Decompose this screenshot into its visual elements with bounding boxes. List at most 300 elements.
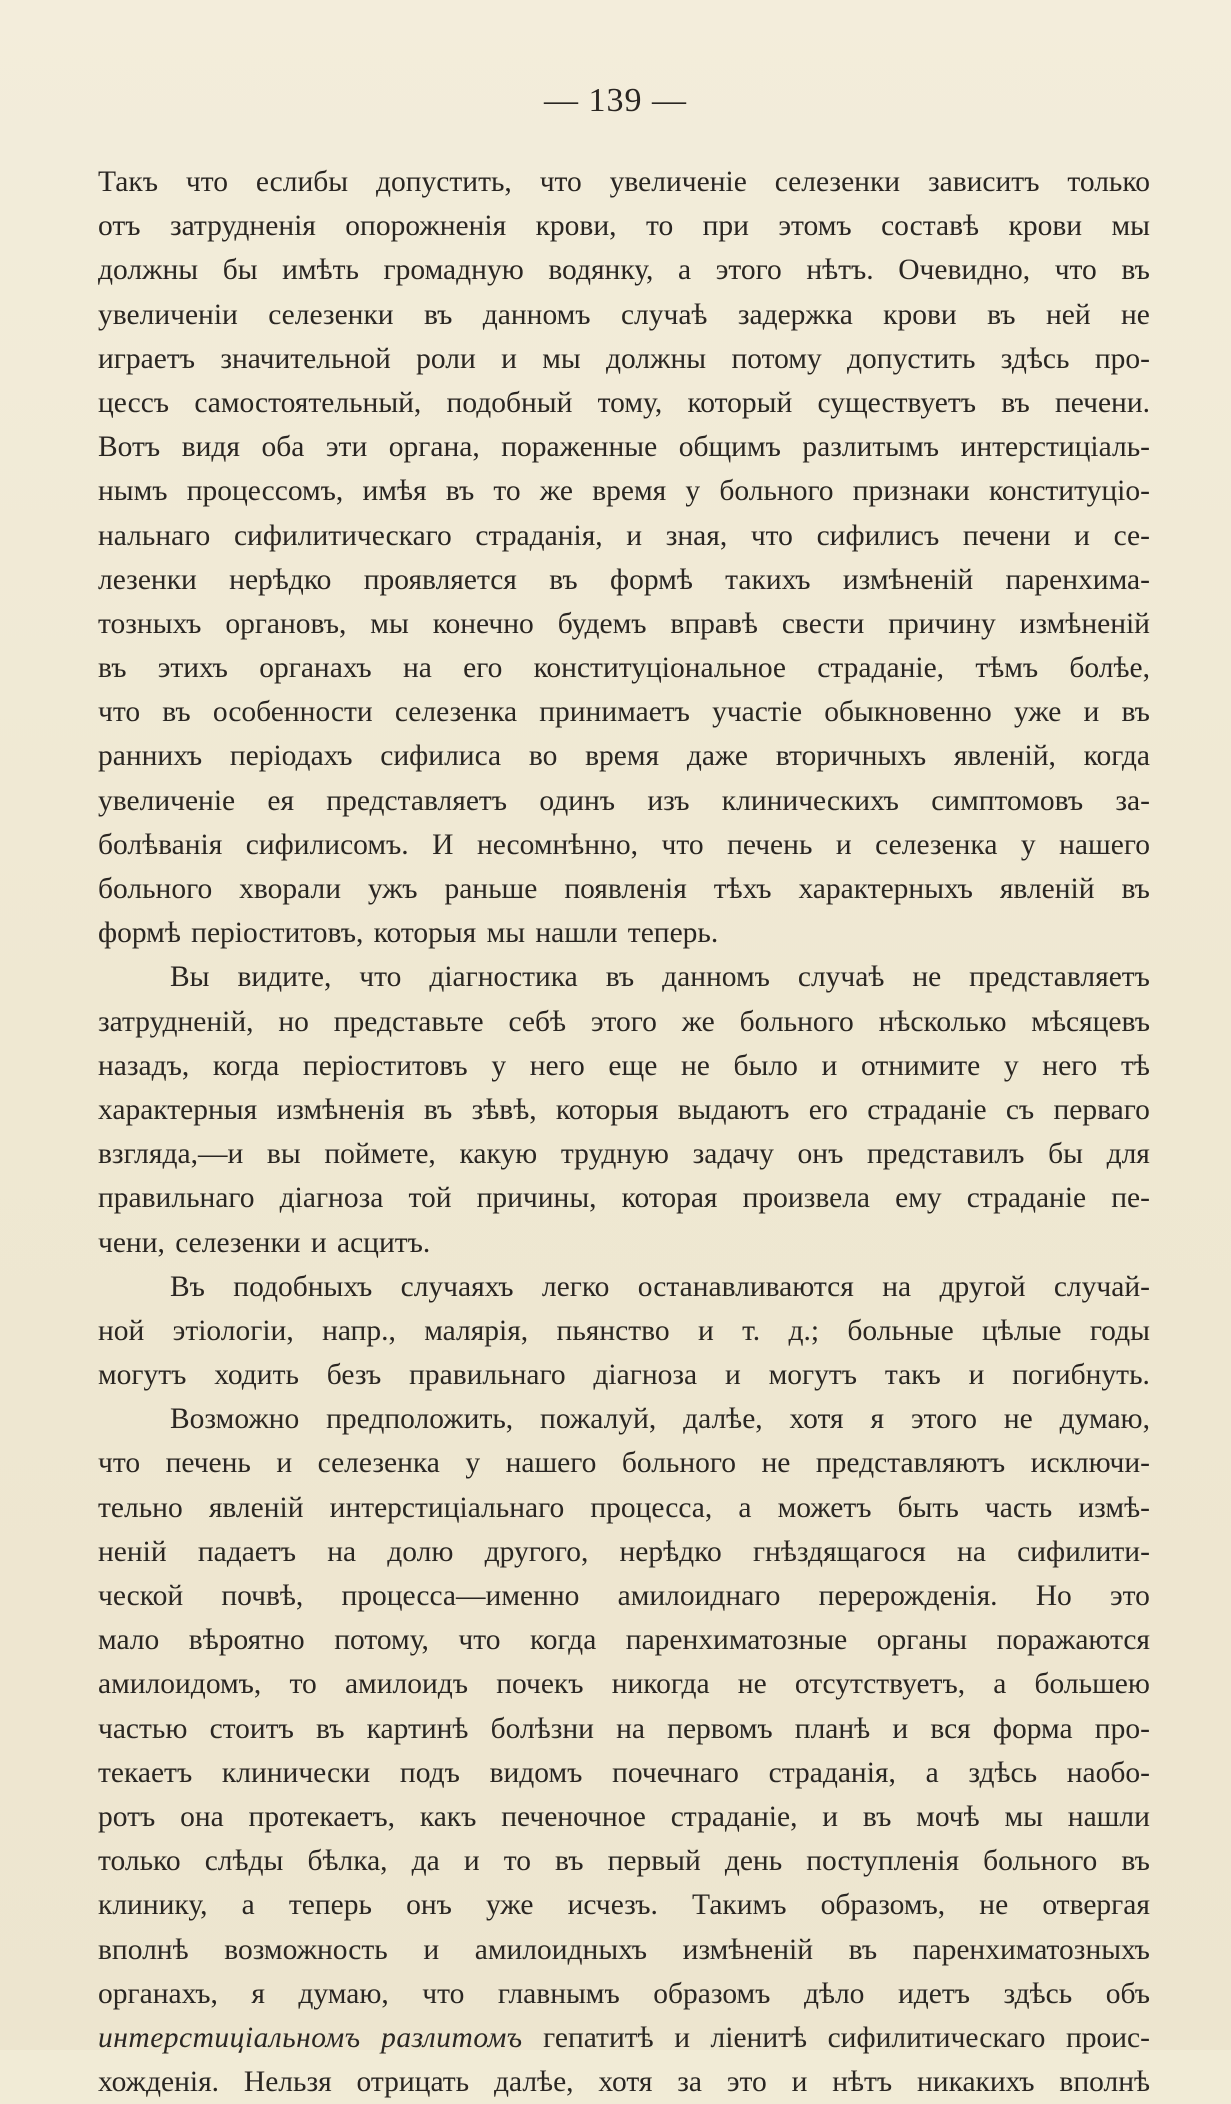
text-line	[98, 1353, 1150, 1397]
word: явленiй	[208, 1491, 304, 1524]
word: печень	[165, 1447, 251, 1480]
word: страданiя,	[475, 519, 603, 552]
word: появленiя	[564, 873, 687, 905]
word: тельно	[98, 1491, 183, 1524]
word: которыя	[373, 917, 477, 950]
word: я	[870, 1403, 885, 1436]
word: измѣненiй	[1019, 607, 1150, 640]
word: про-	[1094, 342, 1150, 375]
word: болѣе,	[1069, 652, 1150, 685]
word: сифилити-	[1017, 1535, 1150, 1568]
word: него	[1042, 1049, 1098, 1082]
word: страданiя,	[768, 1756, 896, 1789]
word: селезенки	[175, 1226, 301, 1259]
page-number: — 139 —	[544, 82, 687, 119]
word: него	[529, 1049, 585, 1082]
word: уже	[1013, 696, 1062, 729]
word: выдаютъ	[677, 1093, 790, 1126]
word: да	[411, 1845, 440, 1878]
word: подобный	[446, 386, 573, 419]
word: поймете,	[324, 1138, 436, 1171]
word: что	[98, 696, 141, 729]
word: было	[733, 1049, 798, 1082]
word: болѣванiя	[98, 828, 223, 861]
word: часть	[984, 1491, 1053, 1524]
word: перваго	[1053, 1093, 1150, 1126]
word: печени	[962, 519, 1051, 552]
word: и	[697, 1314, 714, 1347]
word: образомъ	[653, 1977, 771, 2010]
word: такихъ	[725, 563, 811, 596]
word: органахъ	[259, 652, 372, 685]
word: видя	[181, 431, 240, 464]
word: не	[1120, 298, 1150, 331]
text-line	[98, 1309, 1150, 1353]
word: разлитомъ	[381, 2021, 523, 2054]
word: только	[1067, 166, 1150, 198]
word: у	[685, 475, 701, 508]
word: на	[957, 1535, 986, 1568]
word: такъ	[884, 1359, 941, 1392]
word: бѣлка,	[307, 1845, 388, 1878]
word: д.;	[788, 1314, 820, 1347]
word: перерожденiя.	[818, 1580, 998, 1612]
word: мы	[1004, 1800, 1043, 1833]
word: раннихъ	[98, 740, 203, 773]
word: конечно	[432, 607, 534, 640]
word: вѣроятно	[188, 1624, 305, 1657]
text-line	[98, 646, 1150, 690]
word: вполнѣ	[98, 1933, 189, 1966]
word: а	[241, 1889, 255, 1922]
word: эти	[325, 431, 368, 464]
word: форма	[992, 1712, 1073, 1745]
word: конституцiо-	[988, 475, 1150, 508]
word: это	[726, 2066, 767, 2099]
word: больного	[739, 1005, 854, 1038]
word: и	[276, 1447, 293, 1480]
word: безъ	[326, 1359, 382, 1392]
word: проявляется	[363, 563, 517, 596]
word: амилоидъ	[344, 1668, 469, 1701]
word: и	[821, 1049, 838, 1082]
word: отнимите	[860, 1049, 981, 1082]
word: больного	[983, 1845, 1098, 1878]
word: вы	[266, 1138, 301, 1171]
word: увеличенiи	[98, 298, 238, 331]
word: мы	[542, 342, 581, 375]
word: правильнаго	[98, 1182, 255, 1215]
word: асцитъ.	[337, 1226, 431, 1259]
word: ной	[98, 1314, 145, 1347]
word: а	[925, 1756, 939, 1789]
word: нерѣдко	[229, 563, 332, 596]
word: селезенка	[317, 1447, 440, 1480]
word: что	[458, 1624, 501, 1657]
word: другого,	[484, 1535, 589, 1568]
word: дiагноза	[593, 1359, 698, 1392]
word: допустить	[847, 342, 976, 375]
word: главнымъ	[497, 1977, 620, 2010]
word: Вотъ	[98, 431, 161, 464]
word: трудную	[560, 1138, 669, 1171]
word: этого	[590, 1005, 657, 1038]
word: исключи-	[1030, 1447, 1150, 1480]
word: этого	[715, 254, 782, 287]
word: протекаетъ,	[248, 1800, 396, 1833]
word: больного	[98, 873, 213, 905]
word: органахъ,	[98, 1977, 218, 2010]
word: въ	[1001, 386, 1030, 419]
text-line	[98, 1044, 1150, 1088]
word: симптомовъ	[931, 784, 1084, 817]
word: случаѣ	[797, 961, 885, 994]
text-line	[98, 1088, 1150, 1132]
word: должны	[606, 342, 707, 375]
word: самостоятельный,	[194, 386, 422, 419]
word: нашего	[505, 1447, 597, 1480]
word: день	[724, 1845, 783, 1878]
word: явленiй,	[953, 740, 1056, 773]
word: не	[979, 1889, 1009, 1922]
word: интерстицiальномъ	[98, 2021, 361, 2054]
word: паренхиматозные	[625, 1624, 848, 1657]
word: исчезъ.	[567, 1889, 658, 1922]
word: погибнуть.	[1012, 1359, 1150, 1392]
word: первомъ	[667, 1712, 773, 1745]
word: какую	[459, 1138, 538, 1171]
text-line	[98, 1265, 1150, 1309]
word: въ	[862, 1800, 892, 1833]
word: селезенка	[394, 696, 518, 729]
word: его	[463, 652, 503, 685]
word: произвела	[742, 1182, 871, 1215]
word: теперь	[288, 1889, 372, 1922]
text-line	[98, 293, 1150, 337]
word: общимъ	[678, 431, 781, 464]
word: одинъ	[539, 784, 616, 817]
word: хворали	[239, 873, 341, 905]
word: зная,	[665, 519, 728, 552]
word: возможность	[224, 1933, 388, 1966]
text-line	[98, 1751, 1150, 1795]
word: не	[1003, 1403, 1033, 1436]
word: въ	[605, 961, 635, 994]
word: время	[592, 475, 667, 508]
text-line	[98, 1574, 1150, 1618]
word: проис-	[1065, 2021, 1150, 2054]
word: представьте	[333, 1005, 484, 1038]
word: какъ	[419, 1800, 477, 1833]
text-line	[98, 514, 1150, 558]
word: дѣло	[803, 1977, 865, 2010]
text-line	[98, 911, 1150, 955]
word: значительной	[220, 342, 391, 375]
word: нѣтъ.	[806, 254, 874, 287]
word: Такъ	[98, 166, 158, 198]
word: потому	[731, 342, 822, 375]
word: процесса—именно	[341, 1580, 580, 1612]
word: малярiя,	[424, 1314, 529, 1347]
word: признаки	[852, 475, 970, 508]
text-line	[98, 160, 1150, 204]
word: измѣненiя	[276, 1093, 405, 1126]
word: на	[327, 1535, 357, 1568]
word: въ	[848, 1933, 878, 1966]
word: который	[687, 386, 793, 419]
word: вся	[930, 1712, 971, 1745]
word: видомъ	[489, 1756, 583, 1789]
word: И	[432, 828, 454, 861]
text-line	[98, 248, 1150, 292]
word: амилоиднаго	[617, 1580, 781, 1612]
word: лезенки	[98, 563, 197, 596]
word: селезенки	[268, 298, 394, 331]
word: причины,	[476, 1182, 597, 1215]
word: могутъ	[768, 1359, 857, 1392]
text-line	[98, 1441, 1150, 1485]
word: перiодахъ	[229, 740, 353, 773]
word: составѣ	[881, 210, 980, 243]
text-line	[98, 2060, 1150, 2104]
word: быть	[897, 1491, 959, 1524]
word: далѣе,	[683, 1403, 763, 1436]
word: въ	[162, 696, 191, 729]
word: Въ	[170, 1270, 205, 1303]
word: время	[585, 740, 660, 773]
word: мы	[1111, 210, 1150, 243]
word: задержка	[737, 298, 853, 331]
word: сифилиса	[380, 740, 502, 773]
word: увеличенiе	[609, 166, 747, 198]
word: а	[738, 1491, 752, 1524]
word: этихъ	[157, 652, 228, 685]
text-line	[98, 337, 1150, 381]
word: имѣя	[362, 475, 427, 508]
word: зѣвѣ,	[471, 1093, 537, 1126]
word: ротъ	[98, 1800, 156, 1833]
word: хотя	[789, 1403, 844, 1436]
word: дiагностика	[429, 961, 578, 994]
word: данномъ	[662, 961, 770, 994]
word: за	[677, 2066, 703, 2099]
word: больного	[719, 475, 834, 508]
word: клинически	[221, 1756, 371, 1789]
text-line	[98, 690, 1150, 734]
word: чени,	[98, 1226, 165, 1259]
word: даже	[686, 740, 749, 773]
word: характерныхъ	[798, 873, 973, 905]
word: этомъ	[778, 210, 852, 243]
word: крови	[1008, 210, 1083, 243]
word: печень	[727, 828, 813, 861]
text-line	[98, 1000, 1150, 1044]
text-line	[98, 602, 1150, 646]
word: паренхима-	[1005, 563, 1150, 596]
word: этiологiи,	[172, 1314, 294, 1347]
word: съ	[1005, 1093, 1035, 1126]
text-line	[98, 1883, 1150, 1927]
word: же	[681, 1005, 715, 1038]
word: мало	[98, 1624, 160, 1657]
word: нерѣдко	[619, 1535, 722, 1568]
text-line	[98, 1839, 1150, 1883]
word: онъ	[406, 1889, 452, 1922]
word: во	[528, 740, 558, 773]
word: текаетъ	[98, 1756, 193, 1789]
word: амилоидныхъ	[474, 1933, 648, 1966]
word: мѣсяцевъ	[1031, 1005, 1150, 1038]
word: тозныхъ	[98, 607, 202, 640]
word: интерстицiаль-	[960, 431, 1150, 464]
word: нымъ	[98, 475, 168, 508]
word: что	[185, 166, 228, 198]
word: въ	[549, 563, 578, 596]
word: роли	[416, 342, 476, 375]
word: случай-	[1053, 1270, 1150, 1303]
word: формѣ	[609, 563, 693, 596]
word: задачу	[692, 1138, 774, 1171]
word: правильнаго	[409, 1359, 566, 1392]
word: что	[750, 519, 793, 552]
word: могутъ	[98, 1359, 187, 1392]
word: этого	[910, 1403, 977, 1436]
word: и	[674, 2021, 690, 2054]
word: больного	[621, 1447, 737, 1480]
word: играетъ	[98, 342, 195, 375]
word: Возможно	[170, 1403, 300, 1436]
word: крови,	[535, 210, 617, 243]
word: представилъ	[867, 1138, 1025, 1171]
word: поражаются	[996, 1624, 1150, 1657]
word: для	[1106, 1138, 1150, 1171]
text-line	[98, 1972, 1150, 2016]
word: наобо-	[1066, 1756, 1150, 1789]
word: въ	[1121, 1845, 1150, 1878]
word: долю	[387, 1535, 454, 1568]
word: подобныхъ	[233, 1270, 373, 1303]
word: я	[251, 1977, 265, 2010]
word: гепатитѣ	[543, 2021, 654, 2054]
text-line	[98, 823, 1150, 867]
word: въ	[1121, 696, 1150, 729]
word: образомъ,	[820, 1889, 946, 1922]
word: на	[402, 652, 432, 685]
word: органовъ,	[225, 607, 347, 640]
word: вторичныхъ	[775, 740, 927, 773]
word: только	[98, 1845, 181, 1878]
word: въ	[1121, 254, 1150, 287]
word: Нельзя	[243, 2066, 332, 2099]
word: лiенитѣ	[710, 2021, 808, 2054]
text-line	[98, 469, 1150, 513]
word: у	[1003, 1049, 1019, 1082]
word: клиническихъ	[721, 784, 899, 817]
word: Но	[1035, 1580, 1072, 1612]
word: въ	[445, 475, 475, 508]
word: не	[761, 1447, 791, 1480]
word: увеличенiе	[98, 784, 236, 817]
word: крови	[883, 298, 957, 331]
text-line	[98, 1618, 1150, 1662]
word: принимаетъ	[539, 696, 690, 729]
word: же	[539, 475, 573, 508]
word: напр.,	[322, 1314, 396, 1347]
word: отсутствуетъ,	[794, 1668, 966, 1701]
word: мочѣ	[916, 1800, 980, 1833]
word: когда	[529, 1624, 597, 1657]
word: назадъ,	[98, 1049, 190, 1082]
word: пе-	[1111, 1182, 1150, 1215]
word: ходить	[214, 1359, 299, 1392]
word: почечнаго	[612, 1756, 739, 1789]
word: въ	[987, 298, 1016, 331]
word: другой	[939, 1270, 1026, 1303]
word: се-	[1113, 519, 1150, 552]
text-line	[98, 381, 1150, 425]
word: ему	[895, 1182, 942, 1215]
word: болѣзни	[490, 1712, 594, 1745]
word: органа,	[388, 431, 480, 464]
word: измѣ-	[1078, 1491, 1150, 1524]
word: оба	[261, 431, 305, 464]
word: свести	[781, 607, 865, 640]
word: случаѣ	[620, 298, 708, 331]
word: въ	[1121, 873, 1150, 905]
word: и	[501, 342, 517, 375]
word: никакихъ	[917, 2066, 1035, 2099]
word: когда	[212, 1049, 280, 1082]
word: она	[180, 1800, 224, 1833]
word: т.	[742, 1314, 761, 1347]
word: измѣненiй	[842, 563, 974, 596]
word: представляетъ	[326, 784, 508, 817]
word: и	[1074, 519, 1090, 552]
text-line	[98, 1397, 1150, 1441]
word: еслибы	[255, 166, 349, 198]
text-line	[98, 425, 1150, 469]
word: что	[422, 1977, 465, 2010]
word: страданiе	[966, 1182, 1087, 1215]
word: тѣ	[1120, 1049, 1150, 1082]
word: печени.	[1054, 386, 1150, 419]
word: поступленiя	[806, 1845, 960, 1878]
word: падаетъ	[197, 1535, 297, 1568]
word: селезенки	[774, 166, 901, 198]
word: за-	[1115, 784, 1150, 817]
word: въ	[423, 298, 453, 331]
word: цессъ	[98, 386, 170, 419]
word: вправѣ	[670, 607, 758, 640]
word: опорожненiя	[345, 210, 507, 243]
word: будемъ	[557, 607, 647, 640]
word: страданiе,	[670, 1800, 798, 1833]
word: еще	[608, 1049, 658, 1082]
text-line	[98, 558, 1150, 602]
word: громадную	[383, 254, 524, 287]
word: страданiе	[867, 1093, 987, 1126]
word: это	[1110, 1580, 1150, 1612]
word: и	[835, 828, 852, 861]
word: и	[724, 1359, 741, 1392]
word: зависитъ	[927, 166, 1040, 198]
word: должны	[98, 254, 199, 287]
word: обыкновенно	[824, 696, 992, 729]
word: и	[968, 1359, 985, 1392]
word: про-	[1094, 1712, 1150, 1745]
word: и	[463, 1845, 480, 1878]
word: пожалуй,	[540, 1403, 657, 1436]
